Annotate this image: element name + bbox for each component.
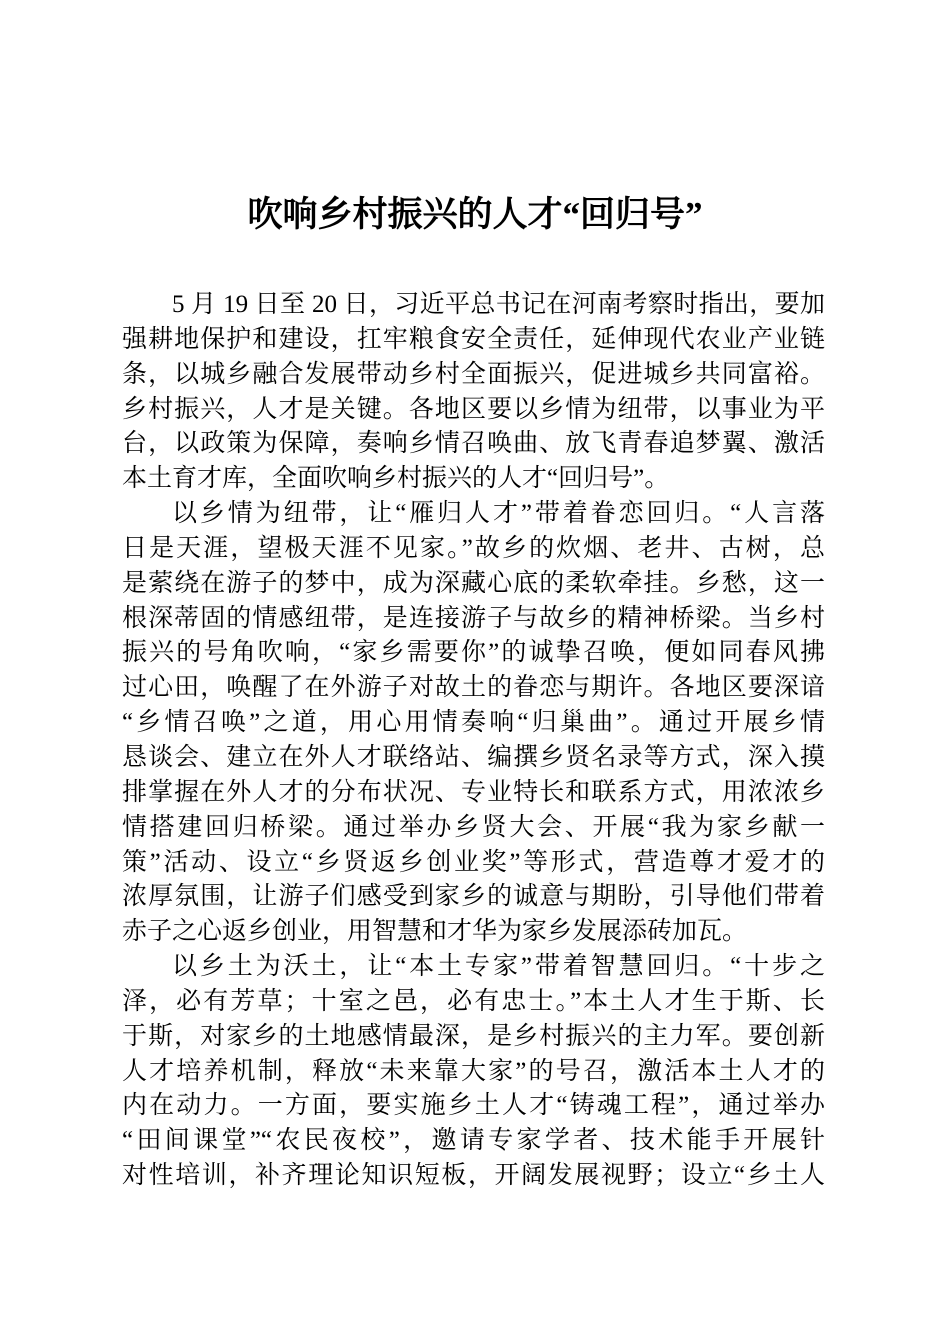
paragraph-line: 人才培养机制，释放“未来靠大家”的号召，激活本土人才的 — [122, 1057, 825, 1085]
paragraph-line: 日是天涯，望极天涯不见家。”故乡的炊烟、老井、古树，总 — [122, 534, 825, 562]
paragraph-line: “田间课堂”“农民夜校”，邀请专家学者、技术能手开展针 — [122, 1127, 825, 1155]
paragraph-line: 恳谈会、建立在外人才联络站、编撰乡贤名录等方式，深入摸 — [122, 743, 825, 771]
paragraph-3 — [122, 950, 825, 1194]
paragraph-line: 内在动力。一方面，要实施乡土人才“铸魂工程”，通过举办 — [122, 1092, 825, 1120]
paragraph-line: 振兴的号角吹响，“家乡需要你”的诚挚召唤，便如同春风拂 — [122, 639, 825, 667]
document-title: 吹响乡村振兴的人才“回归号” — [247, 195, 703, 234]
paragraph-line: 以乡情为纽带，让“雁归人才”带着眷恋回归。“人言落 — [172, 500, 825, 528]
paragraph-line: 是萦绕在游子的梦中，成为深藏心底的柔软牵挂。乡愁，这一 — [122, 569, 825, 597]
paragraph-line: “乡情召唤”之道，用心用情奏响“归巢曲”。通过开展乡情 — [122, 709, 825, 737]
paragraph-line: 浓厚氛围，让游子们感受到家乡的诚意与期盼，引导他们带着 — [122, 883, 825, 911]
paragraph-1 — [122, 288, 825, 497]
paragraph-line: 对性培训，补齐理论知识短板，开阔发展视野；设立“乡土人 — [122, 1162, 825, 1190]
document-body — [122, 288, 825, 1194]
paragraph-line: 台，以政策为保障，奏响乡情召唤曲、放飞青春追梦翼、激活 — [122, 430, 825, 458]
paragraph-line: 条，以城乡融合发展带动乡村全面振兴，促进城乡共同富裕。 — [122, 360, 825, 388]
paragraph-line: 以乡土为沃土，让“本土专家”带着智慧回归。“十步之 — [172, 953, 825, 981]
paragraph-line: 根深蒂固的情感纽带，是连接游子与故乡的精神桥梁。当乡村 — [122, 604, 825, 632]
paragraph-line: 赤子之心返乡创业，用智慧和才华为家乡发展添砖加瓦。 — [122, 918, 748, 946]
paragraph-line: 情搭建回归桥梁。通过举办乡贤大会、开展“我为家乡献一 — [122, 813, 825, 841]
paragraph-2 — [122, 497, 825, 950]
paragraph-line: 5 月 19 日至 20 日，习近平总书记在河南考察时指出，要加 — [172, 291, 825, 318]
paragraph-line: 过心田，唤醒了在外游子对故土的眷恋与期许。各地区要深谙 — [122, 674, 825, 702]
paragraph-line: 乡村振兴，人才是关键。各地区要以乡情为纽带，以事业为平 — [122, 395, 825, 423]
paragraph-line: 排掌握在外人才的分布状况、专业特长和联系方式，用浓浓乡 — [122, 778, 825, 806]
paragraph-line: 策”活动、设立“乡贤返乡创业奖”等形式，营造尊才爱才的 — [122, 848, 825, 876]
paragraph-line: 本土育才库，全面吹响乡村振兴的人才“回归号”。 — [122, 465, 670, 493]
paragraph-line: 泽，必有芳草；十室之邑，必有忠士。”本土人才生于斯、长 — [122, 987, 825, 1015]
paragraph-line: 强耕地保护和建设，扛牢粮食安全责任，延伸现代农业产业链 — [122, 325, 825, 353]
paragraph-line: 于斯，对家乡的土地感情最深，是乡村振兴的主力军。要创新 — [122, 1022, 825, 1050]
